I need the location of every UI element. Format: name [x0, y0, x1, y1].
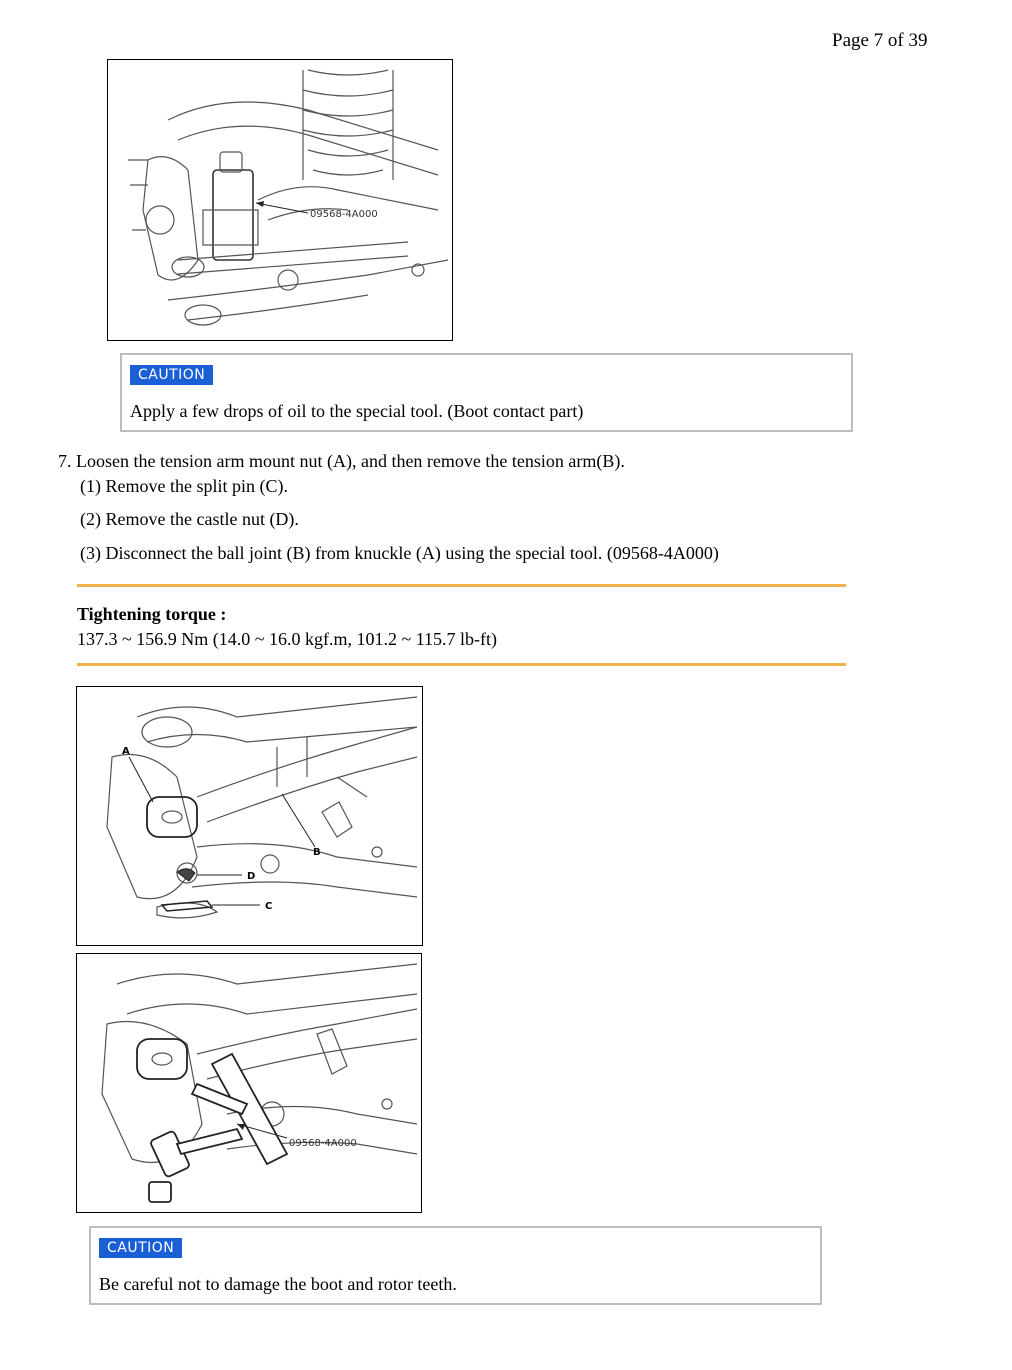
torque-top-rule [77, 584, 846, 587]
suspension-illustration-3 [77, 954, 421, 1212]
label-d: D [247, 871, 256, 882]
tool-part-number-label: 09568-4A000 [310, 209, 378, 220]
substep-1: (1) Remove the split pin (C). [80, 476, 288, 496]
torque-bottom-rule [77, 663, 846, 666]
figure-special-tool-installed [107, 59, 453, 341]
substep-3: (3) Disconnect the ball joint (B) from knuckle (A) using the special tool. (09568-4A000) [80, 543, 719, 563]
label-b: B [313, 847, 321, 858]
caution-badge: CAUTION [130, 365, 213, 385]
torque-value: 137.3 ~ 156.9 Nm (14.0 ~ 16.0 kgf.m, 101.2 ~ 115.7 lb-ft) [77, 629, 498, 649]
substep-2: (2) Remove the castle nut (D). [80, 509, 299, 529]
caution-text: Be careful not to damage the boot and rotor teeth. [99, 1274, 457, 1294]
figure-ball-joint-removal [76, 953, 422, 1213]
torque-title: Tightening torque : [77, 604, 227, 624]
suspension-illustration-2 [77, 687, 422, 945]
caution-box-boot [89, 1226, 822, 1305]
figure-tension-arm-parts [76, 686, 423, 946]
tool-part-number-label: 09568-4A000 [289, 1138, 357, 1149]
page-number: Page 7 of 39 [832, 30, 928, 51]
label-a: A [122, 746, 130, 757]
label-c: C [265, 901, 273, 912]
step-7-title: 7. Loosen the tension arm mount nut (A), and then remove the tension arm(B). [58, 451, 625, 471]
caution-badge: CAUTION [99, 1238, 182, 1258]
suspension-illustration-1 [108, 60, 452, 340]
caution-box-oil [120, 353, 853, 432]
caution-text: Apply a few drops of oil to the special tool. (Boot contact part) [130, 401, 584, 421]
